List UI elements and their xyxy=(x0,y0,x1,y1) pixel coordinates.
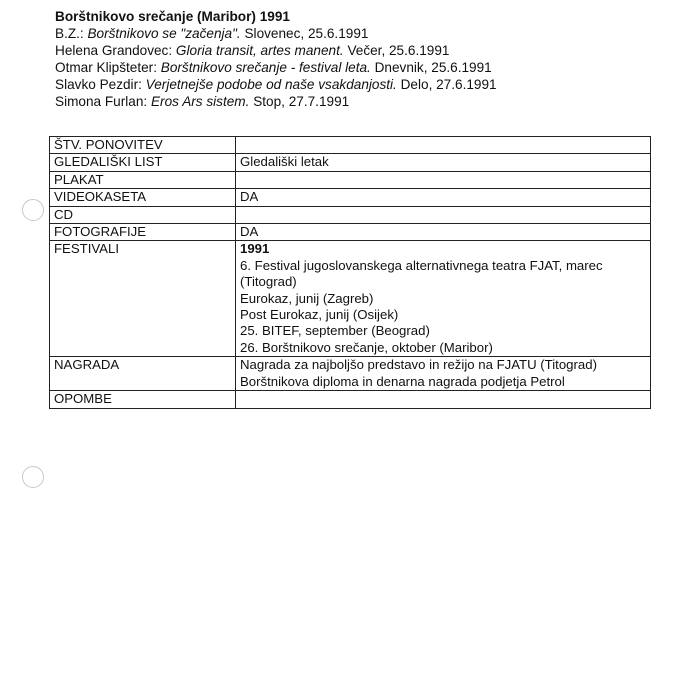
reference-author: Helena Grandovec: xyxy=(55,43,173,58)
reference-work: Verjetnejše podobe od naše vsakdanjosti. xyxy=(145,77,397,92)
row-value-program: Gledališki letak xyxy=(236,154,651,171)
table-row xyxy=(50,357,651,391)
row-label-poster: PLAKAT xyxy=(50,171,236,188)
row-value-poster xyxy=(236,171,651,188)
festival-item: 25. BITEF, september (Beograd) xyxy=(240,323,430,339)
reference-line xyxy=(55,76,655,93)
reference-author: Slavko Pezdir: xyxy=(55,77,142,92)
reference-source: Delo, 27.6.1991 xyxy=(400,77,497,92)
reference-author: Simona Furlan: xyxy=(55,94,148,109)
table-row xyxy=(50,154,651,171)
reference-author: B.Z.: xyxy=(55,26,84,41)
document-header xyxy=(55,8,655,110)
row-label-cd: CD xyxy=(50,206,236,223)
production-info-table xyxy=(49,136,651,409)
row-label-repeats: ŠTV. PONOVITEV xyxy=(50,137,236,154)
table-row xyxy=(50,171,651,188)
row-label-photos: FOTOGRAFIJE xyxy=(50,224,236,241)
festival-item: 26. Borštnikovo srečanje, oktober (Maribor) xyxy=(240,339,493,355)
reference-line xyxy=(55,93,655,110)
festival-year: 1991 xyxy=(240,241,270,257)
reference-source: Stop, 27.7.1991 xyxy=(253,94,350,109)
table-row xyxy=(50,206,651,223)
reference-work: Borštnikovo se "začenja". xyxy=(87,26,241,41)
reference-line xyxy=(55,25,655,42)
row-value-festivals xyxy=(236,241,651,357)
row-value-awards xyxy=(236,357,651,391)
reference-work: Borštnikovo srečanje - festival leta. xyxy=(160,60,371,75)
table-row xyxy=(50,241,651,357)
row-label-program: GLEDALIŠKI LIST xyxy=(50,154,236,171)
reference-source: Večer, 25.6.1991 xyxy=(347,43,450,58)
row-value-photos: DA xyxy=(236,224,651,241)
row-label-festivals: FESTIVALI xyxy=(50,241,236,357)
reference-author: Otmar Klipšteter: xyxy=(55,60,157,75)
table-row xyxy=(50,224,651,241)
table-row xyxy=(50,189,651,206)
row-value-cd xyxy=(236,206,651,223)
reference-work: Eros Ars sistem. xyxy=(150,94,250,109)
reference-line xyxy=(55,42,655,59)
row-value-video: DA xyxy=(236,189,651,206)
festival-item: Post Eurokaz, junij (Osijek) xyxy=(240,307,399,323)
table-row xyxy=(50,391,651,408)
festival-item: Eurokaz, junij (Zagreb) xyxy=(240,290,374,306)
row-label-awards: NAGRADA xyxy=(50,357,236,391)
row-label-video: VIDEOKASETA xyxy=(50,189,236,206)
row-label-notes: OPOMBE xyxy=(50,391,236,408)
reference-work: Gloria transit, artes manent. xyxy=(175,43,344,58)
row-value-notes xyxy=(236,391,651,408)
reference-source: Dnevnik, 25.6.1991 xyxy=(374,60,492,75)
table-row xyxy=(50,137,651,154)
punch-hole-mark xyxy=(22,199,44,221)
award-item: Borštnikova diploma in denarna nagrada podjetja Petrol xyxy=(240,373,565,389)
row-value-repeats xyxy=(236,137,651,154)
reference-source: Slovenec, 25.6.1991 xyxy=(244,26,369,41)
festival-item: 6. Festival jugoslovanskega alternativnega teatra FJAT, marec (Titograd) xyxy=(240,257,603,290)
punch-hole-mark xyxy=(22,466,44,488)
award-item: Nagrada za najboljšo predstavo in režijo na FJATU (Titograd) xyxy=(240,357,597,373)
document-title: Borštnikovo srečanje (Maribor) 1991 xyxy=(55,9,290,24)
reference-line xyxy=(55,59,655,76)
